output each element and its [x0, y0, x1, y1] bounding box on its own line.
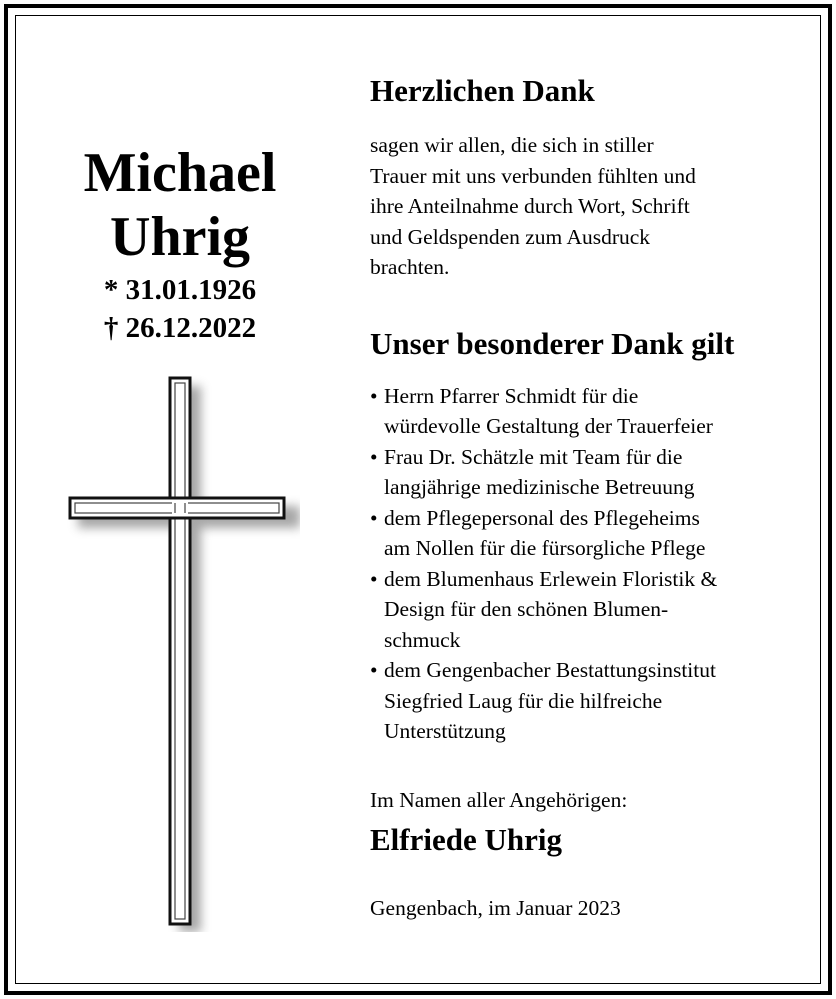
death-date: † 26.12.2022 — [103, 312, 257, 344]
cross-icon — [60, 372, 300, 932]
signature: Elfriede Uhrig — [370, 822, 562, 857]
list-item-line: langjährige medizinische Betreuung — [384, 475, 695, 499]
list-item-line: Herrn Pfarrer Schmidt für die — [384, 383, 639, 408]
list-item-line: am Nollen für die fürsorgliche Pflege — [384, 536, 706, 560]
list-item — [370, 655, 800, 747]
heading-special-thanks: Unser besonderer Dank gilt — [370, 325, 735, 361]
list-item — [370, 503, 800, 564]
heading-thanks: Herzlichen Dank — [370, 73, 595, 108]
bullet-icon: • — [370, 444, 378, 469]
closing-line: Im Namen aller Angehörigen: — [370, 787, 628, 812]
list-item-line: würdevolle Gestaltung der Trauerfeier — [384, 414, 713, 438]
list-item-line: dem Gengenbacher Bestattungsinstitut — [384, 658, 716, 682]
cross-vertical-beam — [170, 378, 190, 924]
list-item-line: Frau Dr. Schätzle mit Team für die — [384, 444, 683, 469]
intro-line: sagen wir allen, die sich in stiller — [370, 133, 654, 157]
text-column — [370, 72, 800, 924]
intro-line: brachten. — [370, 255, 450, 279]
bullet-icon: • — [370, 566, 378, 591]
place-date: Gengenbach, im Januar 2023 — [370, 896, 621, 920]
intro-line: Trauer mit uns verbunden fühlten und — [370, 163, 696, 188]
deceased-last-name: Uhrig — [110, 206, 250, 268]
intro-paragraph — [370, 130, 800, 283]
list-item-line: Siegfried Laug für die hilfreiche — [384, 688, 663, 713]
intro-line: und Geldspenden zum Ausdruck — [370, 224, 651, 249]
bullet-icon: • — [370, 505, 378, 530]
intro-line: ihre Anteilnahme durch Wort, Schrift — [370, 194, 690, 218]
list-item-line: Design für den schönen Blumen- — [384, 597, 669, 621]
list-item-line: dem Blumenhaus Erlewein Floristik & — [384, 566, 718, 591]
deceased-first-name: Michael — [83, 142, 277, 204]
list-item-line: schmuck — [384, 627, 461, 652]
bullet-icon: • — [370, 658, 378, 682]
thanks-list — [370, 381, 800, 747]
list-item — [370, 381, 800, 442]
list-item — [370, 564, 800, 656]
list-item — [370, 442, 800, 503]
list-item-line: dem Pflegepersonal des Pflegeheims — [384, 505, 700, 530]
birth-date: * 31.01.1926 — [103, 274, 257, 306]
list-item-line: Unterstützung — [384, 719, 506, 743]
bullet-icon: • — [370, 383, 378, 408]
